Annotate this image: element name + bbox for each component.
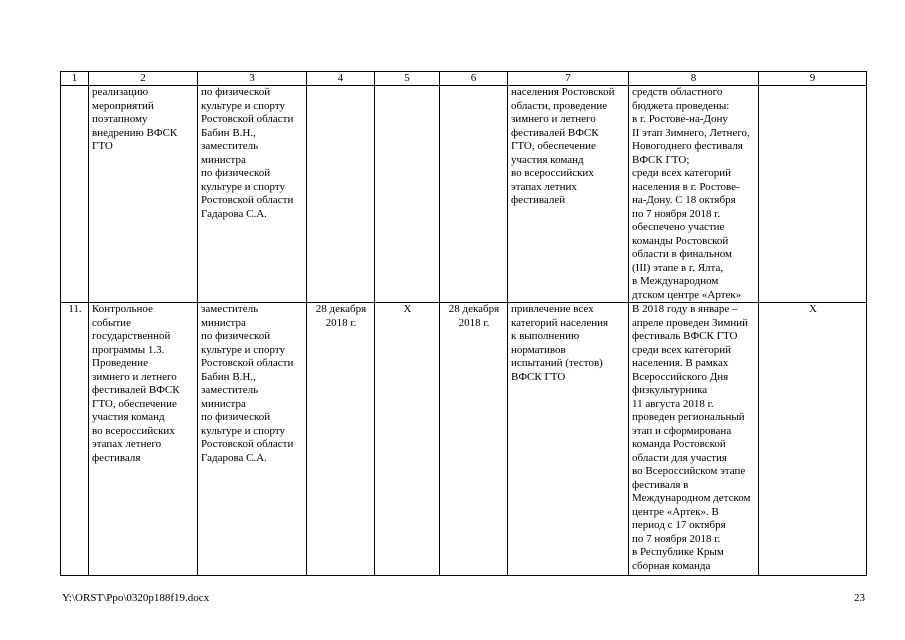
actual-date-cell — [440, 86, 508, 303]
table-row — [61, 303, 867, 576]
responsible-cell: по физической культуре и спорту Ростовской области Бабин В.Н., заместитель министра по физической культуре и спорту Ростовской области Гадарова С.А. — [198, 86, 307, 303]
column-header: 6 — [440, 72, 508, 86]
result-actual-cell: средств областного бюджета проведены: в г. Ростове-на-Дону II этап Зимнего, Летнего, Новогоднего фестиваля ВФСК ГТО; среди всех категорий населения в г. Ростове- на-Дону. С 18 октября по 7 ноября 2018 г. обеспечено участие команды Ростовской области в финальном (III) этапе в г. Ялта, в Международном дтском центре «Артек» — [629, 86, 759, 303]
expected-date-cell — [375, 86, 440, 303]
report-table — [60, 71, 867, 576]
column-header: 5 — [375, 72, 440, 86]
column-header: 8 — [629, 72, 759, 86]
column-header: 1 — [61, 72, 89, 86]
result-planned-cell: привлечение всех категорий населения к выполнению нормативов испытаний (тестов) ВФСК ГТО — [508, 303, 629, 576]
planned-date-cell: 28 декабря 2018 г. — [307, 303, 375, 576]
expected-date-cell: Х — [375, 303, 440, 576]
column-header: 2 — [89, 72, 198, 86]
reason-cell: Х — [759, 303, 867, 576]
responsible-cell: заместитель министра по физической культуре и спорту Ростовской области Бабин В.Н., заместитель министра по физической культуре и спорту Ростовской области Гадарова С.А. — [198, 303, 307, 576]
footer-file-path: Y:\ORST\Ppo\0320p188f19.docx — [62, 592, 210, 604]
result-actual-cell: В 2018 году в январе – апреле проведен Зимний фестиваль ВФСК ГТО среди всех категорий населения. В рамках Всероссийского Дня физкультурника 11 августа 2018 г. проведен региональный этап и сформирована команда Ростовской области для участия во Всероссийском этапе фестиваля в Международном детском центре «Артек». В период с 17 октября по 7 ноября 2018 г. в Республике Крым сборная команда — [629, 303, 759, 576]
row-number-cell — [61, 86, 89, 303]
column-header: 9 — [759, 72, 867, 86]
column-header: 7 — [508, 72, 629, 86]
header-row — [61, 72, 867, 86]
result-planned-cell: населения Ростовской области, проведение зимнего и летнего фестивалей ВФСК ГТО, обеспечение участия команд во всероссийских этапах летних фестивалей — [508, 86, 629, 303]
event-name-cell: реализацию мероприятий поэтапному внедрению ВФСК ГТО — [89, 86, 198, 303]
column-header: 4 — [307, 72, 375, 86]
column-header: 3 — [198, 72, 307, 86]
row-number-cell: 11. — [61, 303, 89, 576]
table-row — [61, 86, 867, 303]
planned-date-cell — [307, 86, 375, 303]
reason-cell — [759, 86, 867, 303]
event-name-cell: Контрольное событие государственной программы 1.3. Проведение зимнего и летнего фестивалей ВФСК ГТО, обеспечение участия команд во всероссийских этапах летнего фестиваля — [89, 303, 198, 576]
footer-page-number: 23 — [854, 592, 865, 604]
actual-date-cell: 28 декабря 2018 г. — [440, 303, 508, 576]
